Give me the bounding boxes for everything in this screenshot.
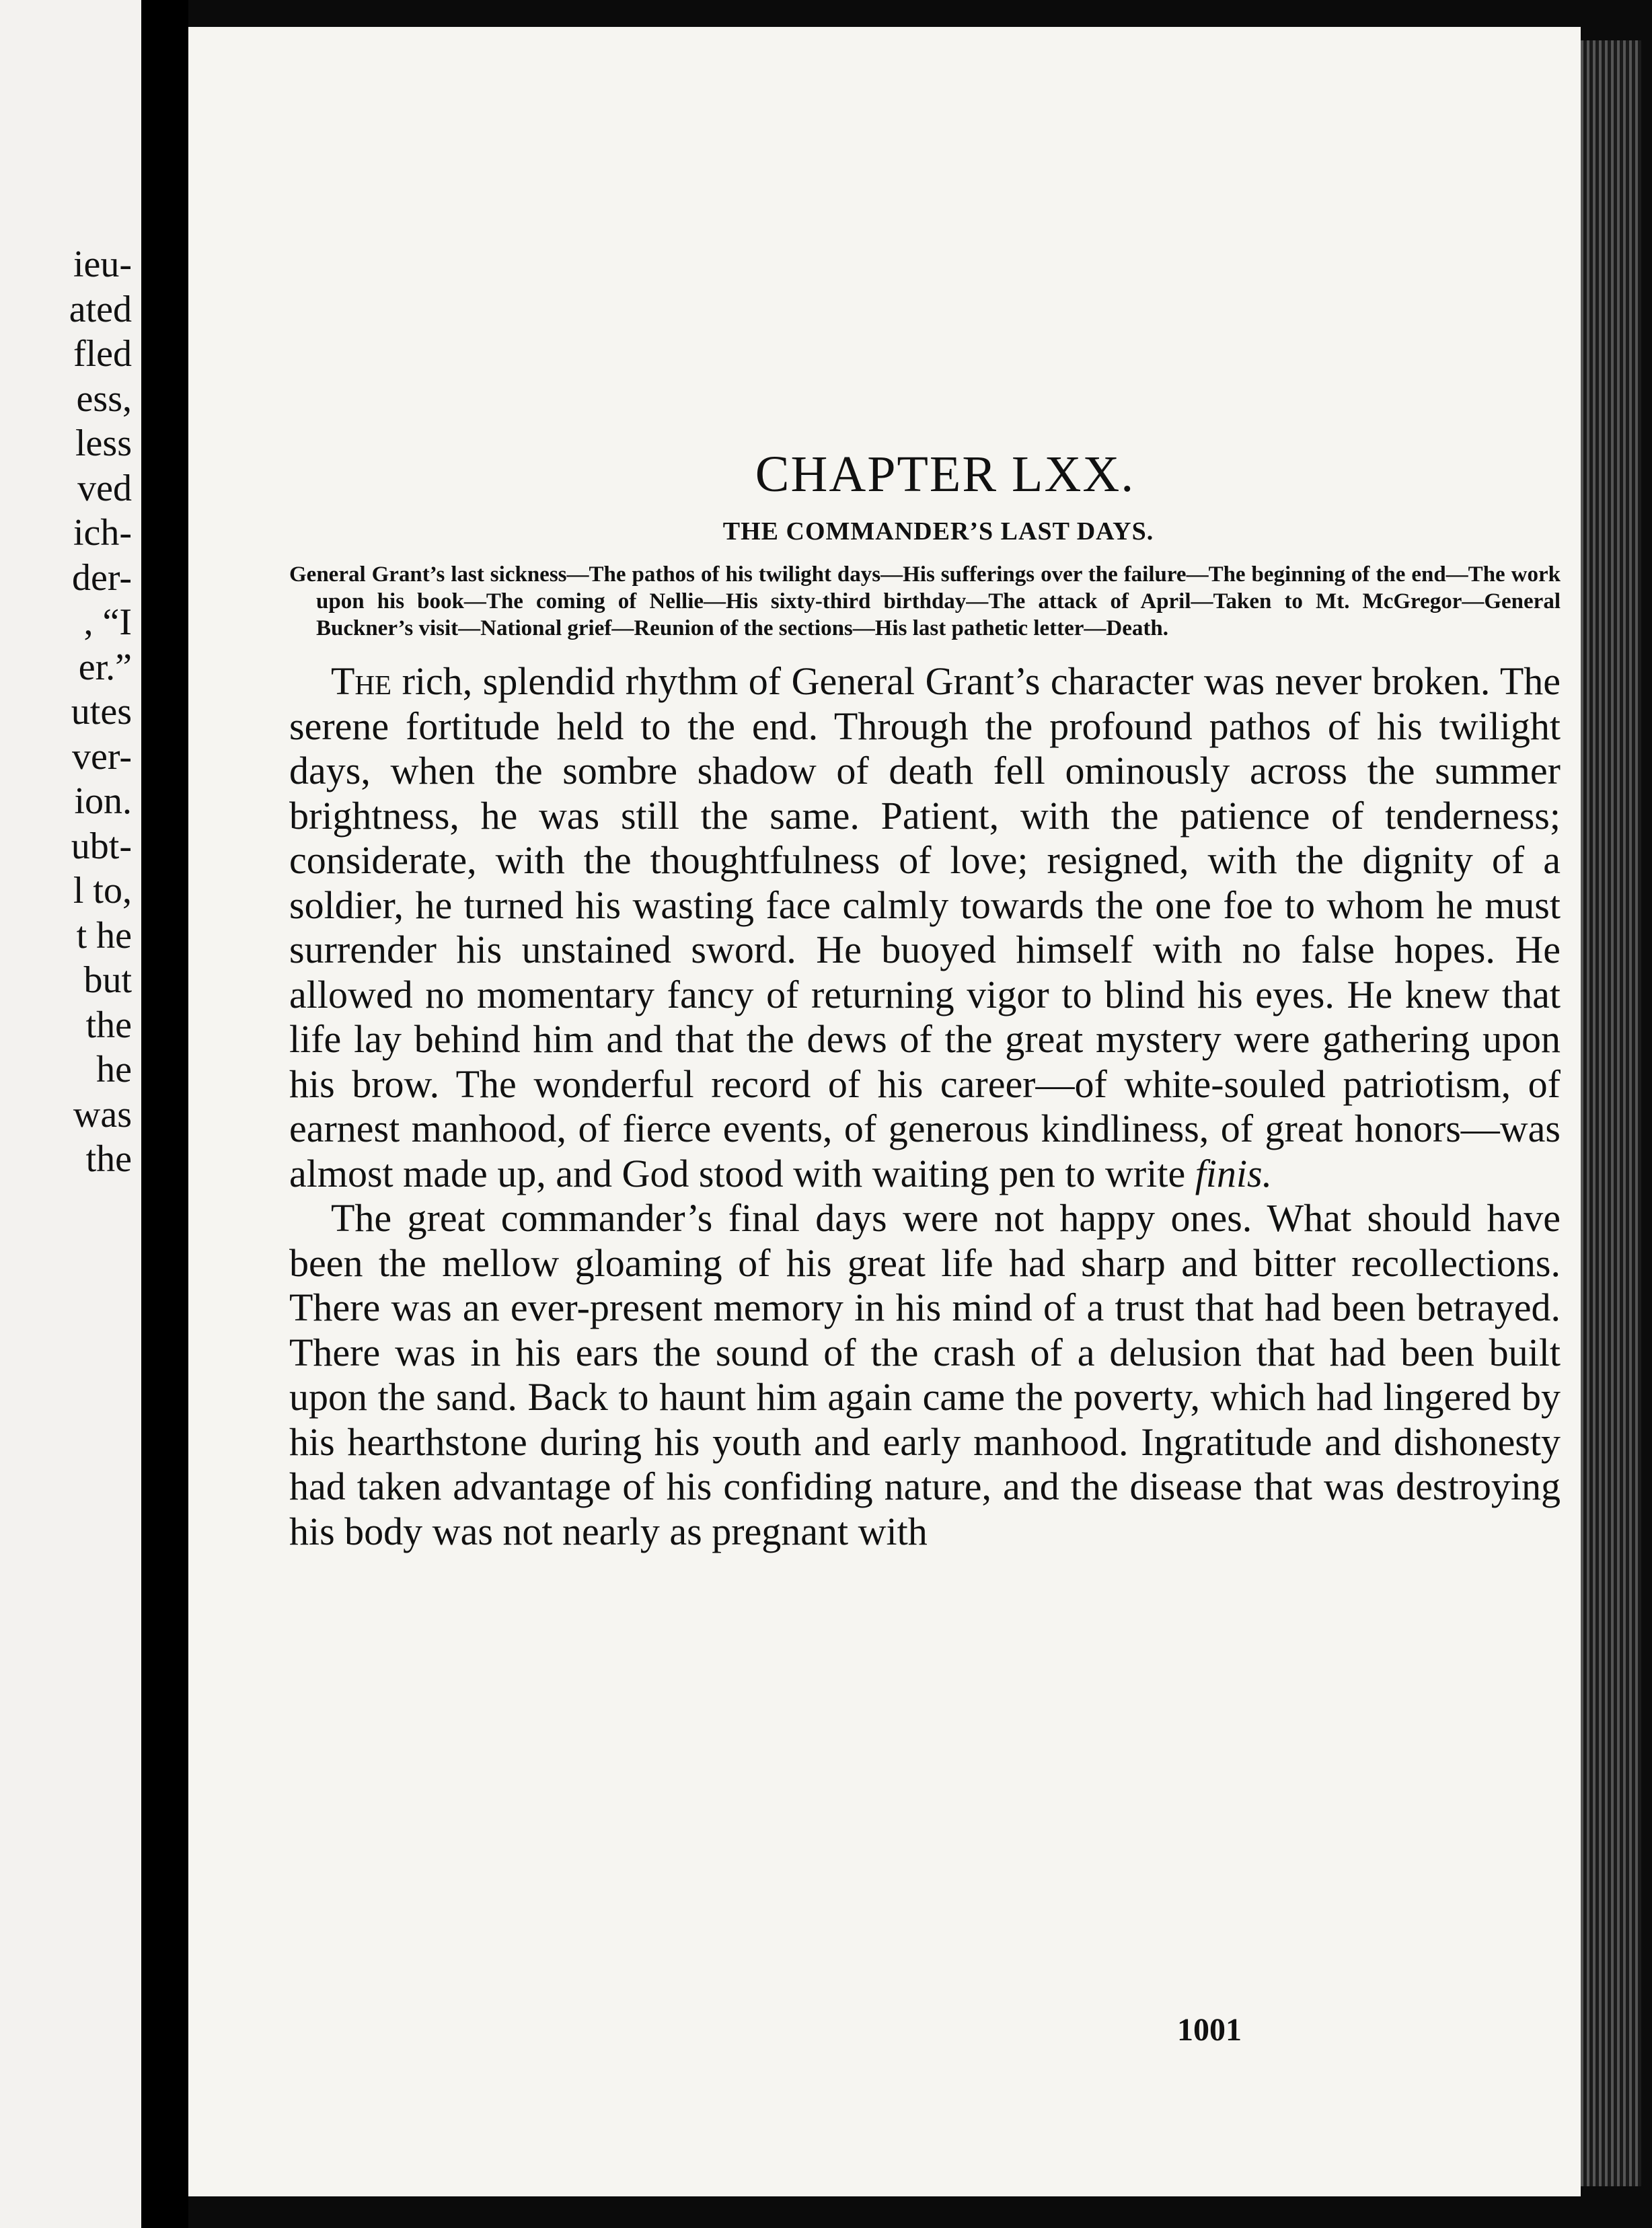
facing-page-line: , “I: [83, 601, 132, 643]
chapter-subtitle: THE COMMANDER’S LAST DAYS.: [722, 517, 1154, 546]
facing-page-line: ess,: [76, 377, 132, 420]
paragraph-2: The great commander’s final days were not happy ones. What should have been the mellow gloaming of his great life had sharp and bitter recollections. There was an ever-present memory in his mind of a trust that had been betrayed. There was in his ears the sound of the crash of a delusion that had been built upon the sand. Back to haunt him again came the poverty, which had lingered by his hearthstone during his youth and early manhood. Ingratitude and dishonesty had taken advantage of his confiding nature, and the disease that was destroying his body was not nearly as pregnant with: [289, 1196, 1561, 1553]
facing-page-line: utes: [71, 691, 132, 733]
facing-page-line: less: [75, 422, 132, 464]
book-gutter: [141, 0, 188, 2228]
facing-page-line: but: [83, 959, 132, 1001]
facing-page-line: the: [85, 1004, 132, 1046]
page-edges: [1581, 40, 1641, 2186]
facing-page-line: ieu-: [73, 244, 132, 285]
page-number: 1001: [1177, 2012, 1242, 2048]
facing-page-line: the: [85, 1138, 132, 1180]
facing-page-line: was: [73, 1093, 132, 1136]
facing-page-line: fled: [73, 333, 132, 375]
drop-word: The: [331, 659, 392, 703]
paragraph-1-italic: finis.: [1195, 1151, 1273, 1195]
facing-page-line: he: [96, 1049, 132, 1090]
chapter-synopsis: General Grant’s last sickness—The pathos of his twilight days—His sufferings over the failure—The beginning of the end—The work upon his book—The coming of Nellie—His sixty-third birthday—The attack of April—Taken to Mt. McGregor—General Buckner’s visit—National grief—Reunion of the sections—His last pathetic letter—Death.: [289, 562, 1561, 640]
paragraph-1: [289, 659, 1561, 1196]
chapter-title: CHAPTER LXX.: [755, 446, 1135, 503]
facing-page-line: ved: [77, 467, 132, 509]
facing-page-line: ubt-: [71, 825, 132, 867]
facing-page-line: l to,: [73, 870, 132, 912]
page-content: [289, 444, 1561, 1554]
facing-page-line: t he: [76, 914, 132, 957]
facing-page: [0, 0, 145, 2228]
book-page: [188, 27, 1581, 2196]
facing-page-line: ich-: [73, 512, 132, 554]
facing-page-line: der-: [71, 556, 132, 599]
paragraph-1-text: rich, splendid rhythm of General Grant’s character was never broken. The serene fortitude held to the end. Through the profound pathos of his twilight days, when the sombre shadow of death fell ominously across the summer brightness, he was still the same. Patient, with the patience of tenderness; considerate, with the thoughtfulness of love; resigned, with the dignity of a soldier, he turned his wasting face calmly towards the one foe to whom he must surrender his unstained sword. He buoyed himself with no false hopes. He allowed no momentary fancy of returning vigor to blind his eyes. He knew that life lay behind him and that the dews of the great mystery were gathering upon his brow. The wonderful record of his career—of white-souled patriotism, of earnest manhood, of fierce events, of generous kindliness, of great honors—was almost made up, and God stood with waiting pen to write: [289, 659, 1561, 1195]
facing-page-line: er.”: [78, 646, 132, 688]
facing-page-line: ion.: [74, 780, 132, 822]
body-text: [289, 659, 1561, 1554]
facing-page-line: ated: [69, 288, 132, 330]
facing-page-line: ver-: [71, 735, 132, 778]
